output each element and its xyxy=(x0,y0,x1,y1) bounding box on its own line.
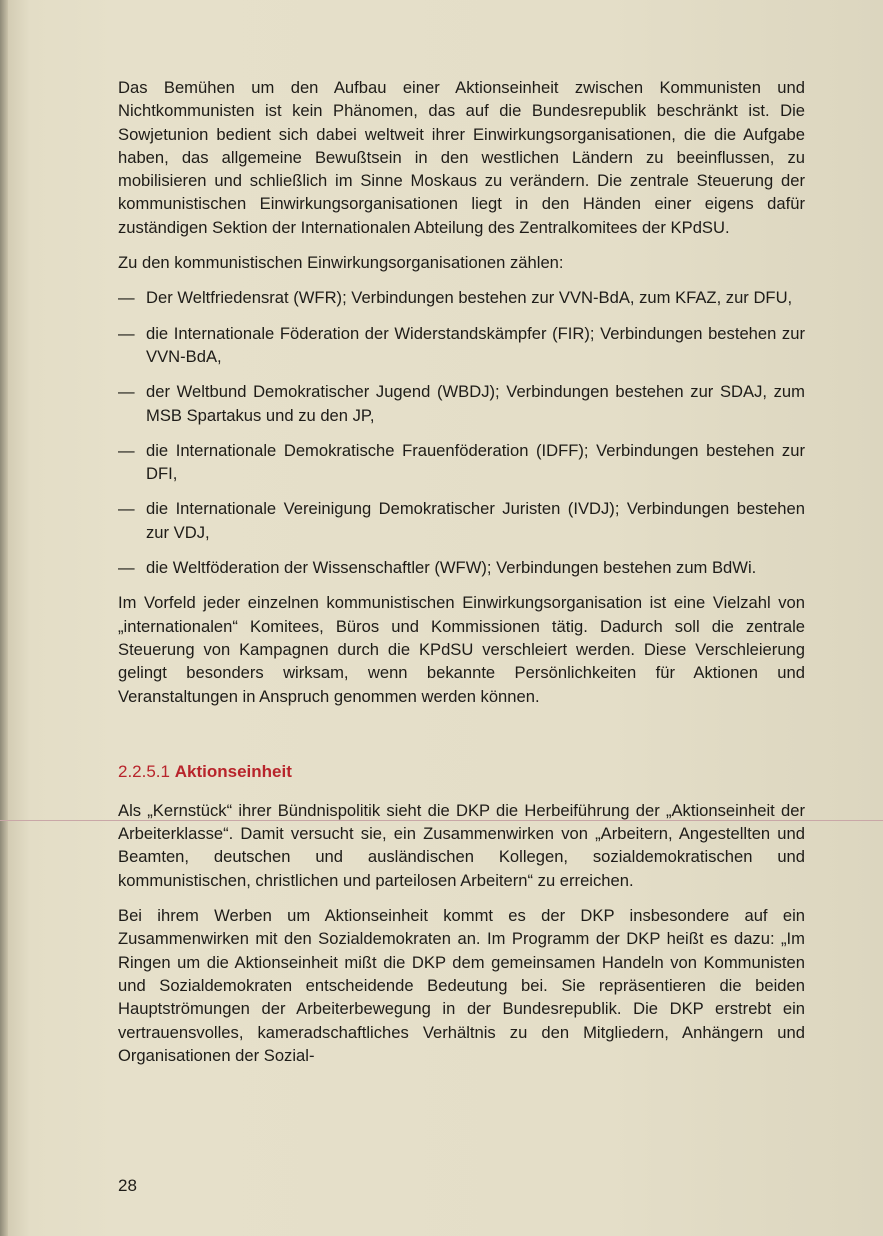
organisation-list xyxy=(118,286,805,579)
list-item xyxy=(118,322,805,369)
list-dash: — xyxy=(118,382,135,402)
paragraph-list-lead: Zu den kommunistischen Einwirkungsorganisationen zählen: xyxy=(118,253,564,273)
page-binding-edge xyxy=(0,0,8,1236)
list-dash: — xyxy=(118,288,135,308)
section-title: Aktionseinheit xyxy=(174,761,292,781)
page-number: 28 xyxy=(118,1176,137,1195)
list-item xyxy=(118,380,805,427)
paragraph-werben: Bei ihrem Werben um Aktionseinheit kommt es der DKP insbesondere auf ein Zusammenwirken mit den Sozialdemokraten an. Im Programm der DKP heißt es dazu: „Im Ringen um die Aktionseinheit mißt die DKP dem gemeinsamen Handeln von Kommunisten und Sozialdemokraten entscheidende Bedeutung bei. Sie repräsentieren die beiden Hauptströmungen der Arbeiterbewegung in der Bundesrepublik. Die DKP erstrebt ein vertrauensvolles, kameradschaftliches Verhältnis zu den Mitgliedern, Anhängern und Organisationen der Sozial- xyxy=(118,906,805,1065)
list-item-text: die Internationale Vereinigung Demokratischer Juristen (IVDJ); Verbindungen bestehen zur VDJ, xyxy=(146,499,805,542)
section-number: 2.2.5.1 xyxy=(118,761,170,781)
page-body xyxy=(118,76,805,1067)
list-dash: — xyxy=(118,323,135,343)
paragraph-vorfeld: Im Vorfeld jeder einzelnen kommunistischen Einwirkungsorganisation ist eine Vielzahl von „internationalen“ Komitees, Büros und Kommissionen tätig. Dadurch soll die zentrale Steuerung von Kampagnen durch die KPdSU verschleiert werden. Diese Verschleierung gelingt besonders wirksam, wenn bekannte Persönlichkeiten für Aktionen und Veranstaltungen in Anspruch genommen werden können. xyxy=(118,593,805,706)
list-item-text: der Weltbund Demokratischer Jugend (WBDJ); Verbindungen bestehen zur SDAJ, zum MSB Spartakus und zu den JP, xyxy=(146,382,805,425)
list-item xyxy=(118,286,805,309)
list-item-text: die Internationale Demokratische Frauenföderation (IDFF); Verbindungen bestehen zur DFI, xyxy=(146,440,805,484)
paragraph-intro: Das Bemühen um den Aufbau einer Aktionseinheit zwischen Kommunisten und Nichtkommunisten ist kein Phänomen, das auf die Bundesrepublik beschränkt ist. Die Sowjetunion bedient sich dabei weltweit ihrer Einwirkungsorganisationen, die die Aufgabe haben, das allgemeine Bewußtsein in den westlichen Ländern zu beeinflussen, zu mobilisieren und schließlich im Sinne Moskaus zu verändern. Die zentrale Steuerung der kommunistischen Einwirkungsorganisationen liegt in den Händen einer eigens dafür zuständigen Sektion der Internationalen Abteilung des Zentralkomitees der KPdSU. xyxy=(118,78,805,237)
list-item-text: Der Weltfriedensrat (WFR); Verbindungen bestehen zur VVN-BdA, zum KFAZ, zur DFU, xyxy=(146,288,793,308)
list-item xyxy=(118,439,805,486)
list-dash: — xyxy=(118,558,135,578)
list-item-text: die Internationale Föderation der Widerstandskämpfer (FIR); Verbindungen bestehen zur VVN-BdA, xyxy=(146,323,805,366)
list-dash: — xyxy=(118,499,135,519)
list-item xyxy=(118,556,805,579)
list-item xyxy=(118,497,805,544)
list-dash: — xyxy=(118,440,135,460)
list-item-text: die Weltföderation der Wissenschaftler (WFW); Verbindungen bestehen zum BdWi. xyxy=(146,558,757,578)
paragraph-kernstueck: Als „Kernstück“ ihrer Bündnispolitik sieht die DKP die Herbeiführung der „Aktionseinheit der Arbeiterklasse“. Damit versucht sie, ein Zusammenwirken von „Arbeitern, Angestellten und Beamten, deutschen und ausländischen Kollegen, sozialdemokratischen und kommunistischen, christlichen und parteilosen Arbeitern“ zu erreichen. xyxy=(118,800,805,890)
section-heading xyxy=(118,760,805,784)
